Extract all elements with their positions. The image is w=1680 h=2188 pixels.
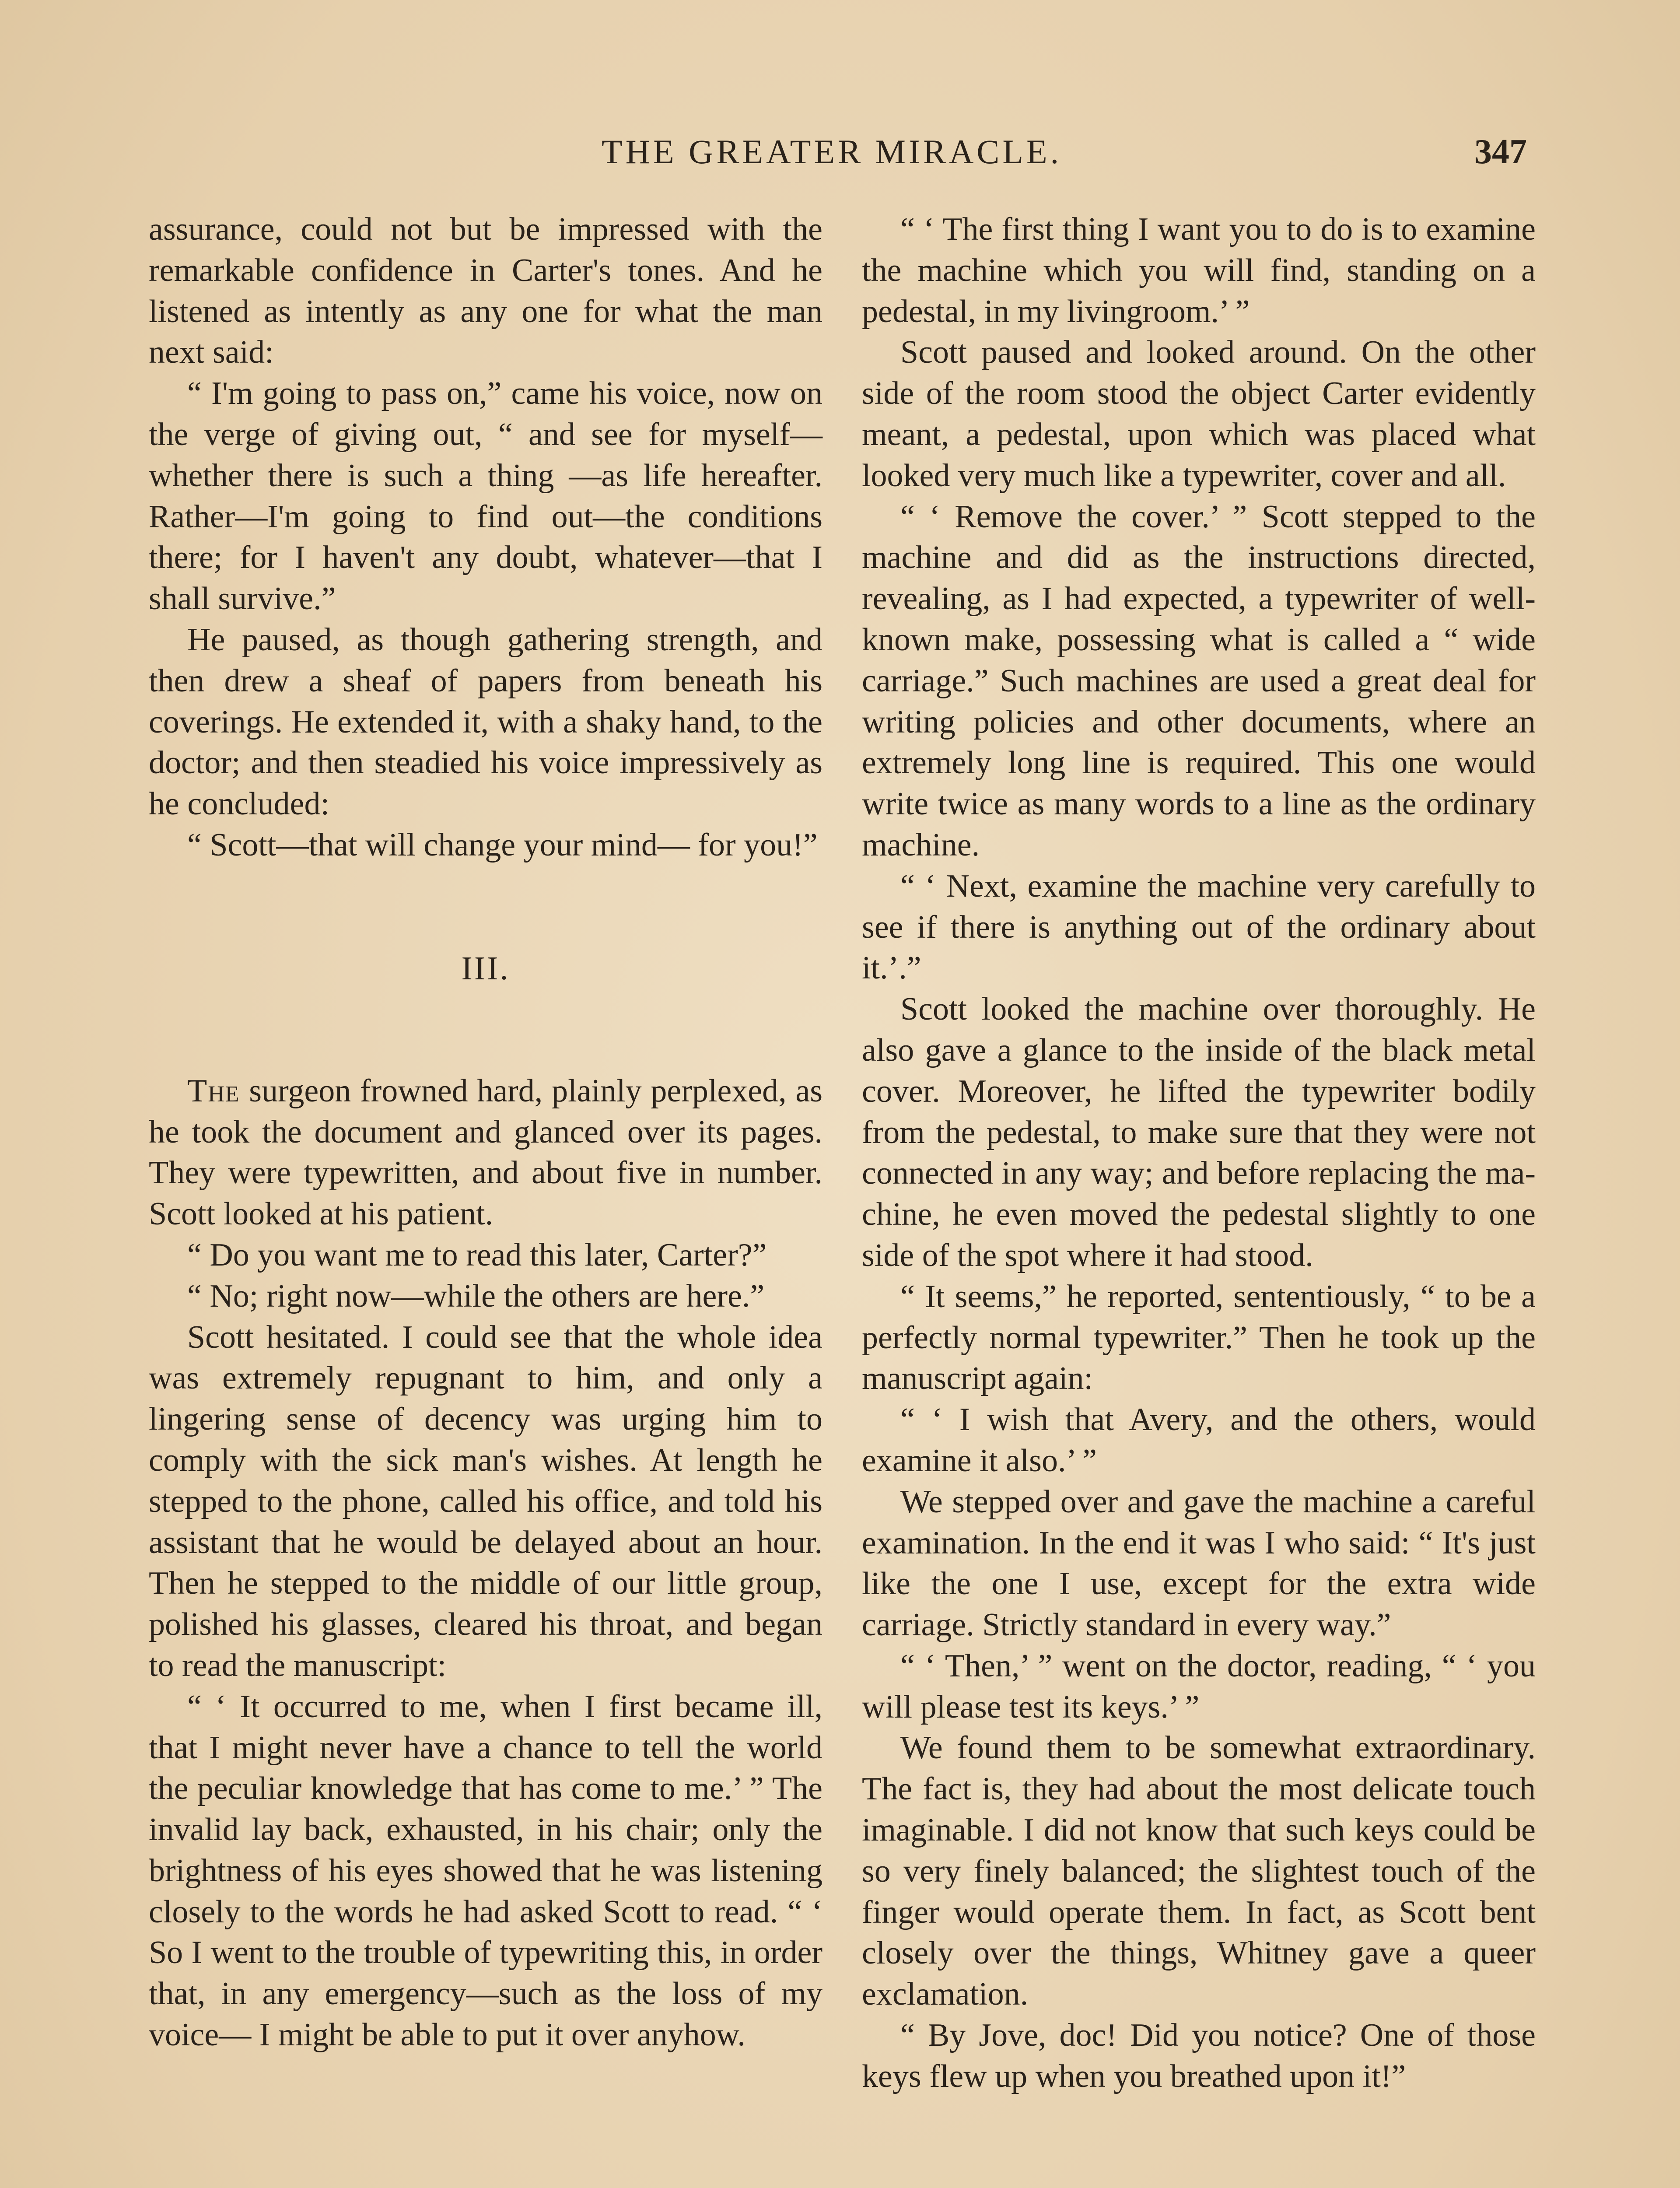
left-column [149, 209, 822, 2056]
section-heading: III. [461, 950, 510, 987]
paragraph: “ I'm going to pass on,” came his voice, now on the verge of giving out, “ and see for myself—whether there is such a thing —as life hereafter. Rather—I'm going to find out—the conditions there; for I haven't any doubt, whatever—that I shall survive.” [149, 375, 822, 617]
paragraph: We stepped over and gave the machine a careful examination. In the end it was I who said: “ It's just like the one I use, except for the extra wide carriage. Strictly standard in every way.” [862, 1483, 1536, 1643]
right-column [862, 209, 1536, 2097]
paragraph: “ ‘ Remove the cover.’ ” Scott stepped to the machine and did as the instructions directed, revealing, as I had expected, a typewriter of well-known make, possessing what is called a “ wide carriage.” Such machines are used a great deal for writing policies and other documents, where an extremely long line is required. This one would write twice as many words to a line as the ordinary machine. [862, 498, 1536, 863]
paragraph: Scott looked the machine over thoroughly. He also gave a glance to the inside of the black metal cover. Moreover, he lifted the typewriter bodily from the pedestal, to make sure that they were not connected in any way; and before replacing the machine, he even moved the pedestal slightly to one side of the spot where it had stood. [862, 991, 1536, 1273]
paragraph: “ ‘ The first thing I want you to do is to examine the machine which you will find, standing on a pedestal, in my livingroom.’ ” [862, 211, 1536, 330]
paragraph: “ It seems,” he reported, sententiously, “ to be a perfectly normal typewriter.” Then he took up the manuscript again: [862, 1278, 1536, 1397]
paragraph: He paused, as though gathering strength, and then drew a sheaf of papers from beneath his coverings. He extended it, with a shaky hand, to the doctor; and then steadied his voice impressively as he concluded: [149, 621, 822, 822]
paragraph: “ ‘ It occurred to me, when I first became ill, that I might never have a chance to tell the world the peculiar knowledge that has come to me.’ ” The invalid lay back, exhausted, in his chair; only the brightness of his eyes showed that he was listening closely to the words he had asked Scott to read. “ ‘ So I went to the trouble of typewriting this, in order that, in any emergency—such as the loss of my voice— I might be able to put it over anyhow. [149, 1688, 822, 2053]
paragraph: “ Scott—that will change your mind— for you!” [187, 827, 818, 863]
paragraph: Scott paused and looked around. On the other side of the room stood the object Carter evidently meant, a pedestal, upon which was placed what looked very much like a typewriter, cover and all. [862, 334, 1536, 494]
paragraph: Scott hesitated. I could see that the whole idea was extremely repugnant to him, and only a lingering sense of decency was urging him to comply with the sick man's wishes. At length he stepped to the phone, called his office, and told his assistant that he would be delayed about an hour. Then he stepped to the middle of our little group, polished his glasses, cleared his throat, and began to read the manuscript: [149, 1319, 822, 1683]
page-number: 347 [1474, 133, 1527, 171]
paragraph: assurance, could not but be impressed with the remarkable confidence in Carter's tones. And he listened as intently as any one for what the man next said: [149, 211, 822, 371]
paragraph [149, 1071, 822, 1235]
drop-word: The [187, 1073, 240, 1109]
paragraph: “ By Jove, doc! Did you notice? One of those keys flew up when you breathed upon it!” [862, 2017, 1536, 2094]
paragraph: “ ‘ Next, examine the machine very carefully to see if there is anything out of the ordinary about it.’.” [862, 868, 1536, 986]
running-header [0, 128, 1680, 176]
paragraph: “ Do you want me to read this later, Carter?” [187, 1237, 767, 1273]
paragraph: “ No; right now—while the others are here.” [187, 1278, 765, 1314]
paragraph: “ ‘ Then,’ ” went on the doctor, reading, “ ‘ you will please test its keys.’ ” [862, 1648, 1536, 1725]
paragraph-text: surgeon frowned hard, plainly perplexed, as he took the document and glanced over its pages. They were typewritten, and about five in number. Scott looked at his patient. [149, 1073, 822, 1232]
paragraph: “ ‘ I wish that Avery, and the others, would examine it also.’ ” [862, 1402, 1536, 1479]
paragraph: We found them to be somewhat extraordinary. The fact is, they had about the most delicate touch imaginable. I did not know that such keys could be so very finely balanced; the slightest touch of the finger would operate them. In fact, as Scott bent closely over the things, Whitney gave a queer exclamation. [862, 1730, 1536, 2013]
running-title: THE GREATER MIRACLE. [602, 133, 1062, 171]
